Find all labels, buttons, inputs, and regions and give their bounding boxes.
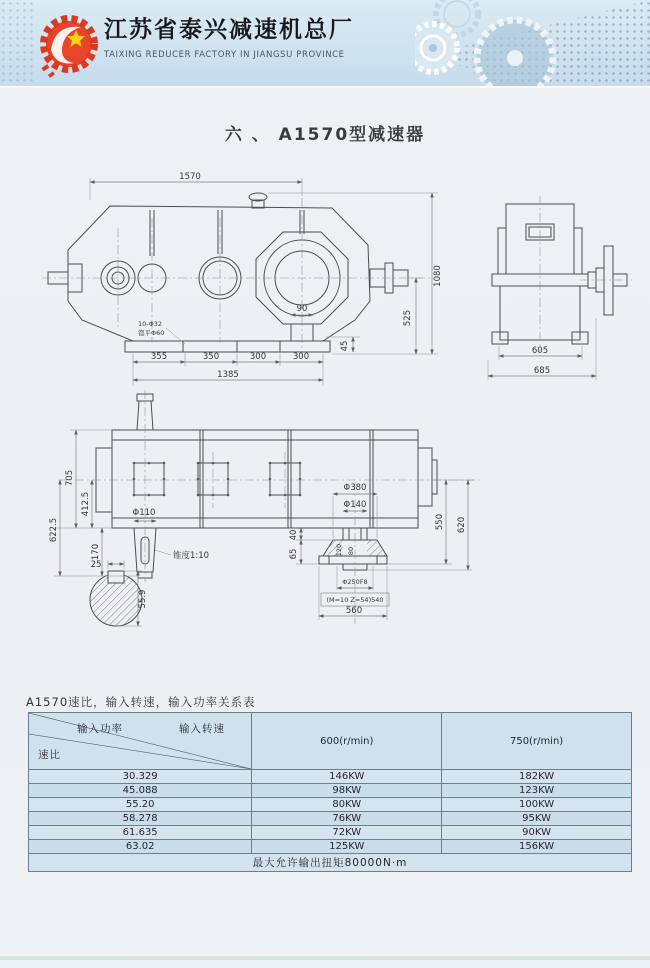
gearbox-end-view [492,204,627,344]
column-header-600: 600(r/min) [252,713,442,770]
dim-300a: 300 [249,352,267,362]
company-name-en: TAIXING REDUCER FACTORY IN JIANGSU PROVINCE [104,49,345,60]
power-750-value: 95KW [442,812,632,826]
table-row [29,770,632,784]
gearbox-housing-side-view [48,193,408,352]
dim-560: 560 [345,606,363,616]
dim-170: 170 [91,543,101,561]
max-torque-note: 最大允许输出扭矩80000N·m [29,854,632,872]
label-bolt-holes: 10-Φ32 [138,320,163,328]
ratio-value: 55.20 [29,798,252,812]
ratio-value: 30.329 [29,770,252,784]
dim-350: 350 [202,352,220,362]
table-row [29,784,632,798]
corner-label-input-power: 输入功率 [77,723,123,735]
side-view-centerlines [42,198,432,358]
dim-1080: 1080 [433,265,443,287]
power-600-value: 146KW [252,770,442,784]
power-750-value: 156KW [442,840,632,854]
dim-622-5: 622.5 [49,517,59,543]
table-row [29,826,632,840]
power-750-value: 90KW [442,826,632,840]
table-footer-row [29,854,632,872]
table-corner-cell [29,713,252,770]
dim-550: 550 [435,513,445,531]
power-600-value: 125KW [252,840,442,854]
power-600-value: 72KW [252,826,442,840]
power-750-value: 123KW [442,784,632,798]
ratio-value: 61.635 [29,826,252,840]
dim-620: 620 [457,516,467,534]
dim-90: 90 [296,304,308,314]
dim-525: 525 [403,309,413,327]
page-title: 六 、 A1570型减速器 [224,125,426,145]
power-750-value: 100KW [442,798,632,812]
dim-355: 355 [150,352,168,362]
dim-45: 45 [340,340,350,352]
power-600-value: 80KW [252,798,442,812]
ratio-value: 58.278 [29,812,252,826]
company-name-cn: 江苏省泰兴减速机总厂 [104,17,354,43]
label-spotface: 锪平Φ60 [138,329,165,337]
halftone-dots-left [0,0,34,86]
table-row [29,798,632,812]
gear-decoration [415,0,650,86]
power-600-value: 98KW [252,784,442,798]
factory-logo [36,8,102,80]
corner-label-input-speed: 输入转速 [179,723,225,735]
power-600-value: 76KW [252,812,442,826]
label-gear-data: (M=10 Z=54)540 [326,596,384,604]
ratio-value: 45.088 [29,784,252,798]
page-header [0,0,650,88]
dim-412-5: 412.5 [81,491,91,517]
side-and-end-view-drawing [40,168,640,388]
label-output-shaft-dia: Φ140 [343,500,367,510]
dim-65: 65 [289,548,299,560]
dim-25: 25 [90,560,102,570]
dim-300b: 300 [292,352,310,362]
ratio-power-table [28,712,632,872]
dim-705: 705 [65,469,75,487]
cover-bolt-dots [133,462,302,497]
shaft-section-detail [90,571,142,626]
power-750-value: 182KW [442,770,632,784]
column-header-750: 750(r/min) [442,713,632,770]
dim-120: 120 [335,543,343,557]
corner-label-ratio: 速比 [38,749,61,761]
dim-1385: 1385 [217,370,239,380]
dim-605: 605 [531,346,549,356]
table-header-row [29,713,632,770]
dim-685: 685 [533,366,551,376]
table-row [29,812,632,826]
label-taper: 锥度1:10 [173,551,210,561]
top-view-drawing [40,390,640,650]
label-flange-dia: Φ380 [343,483,367,493]
label-spigot: Φ250F8 [342,578,368,586]
ratio-value: 63.02 [29,840,252,854]
dim-40: 40 [289,529,299,541]
page-bottom-edge [0,956,650,960]
table-row [29,840,632,854]
dim-1570: 1570 [179,172,201,182]
table-caption: A1570速比，输入转速，输入功率关系表 [26,695,256,709]
dim-80: 80 [347,546,355,556]
dim-55-9: 55.9 [138,589,148,609]
label-input-dia: Φ110 [132,508,156,518]
side-view-dimensions [90,172,443,386]
company-name-block [104,17,354,60]
